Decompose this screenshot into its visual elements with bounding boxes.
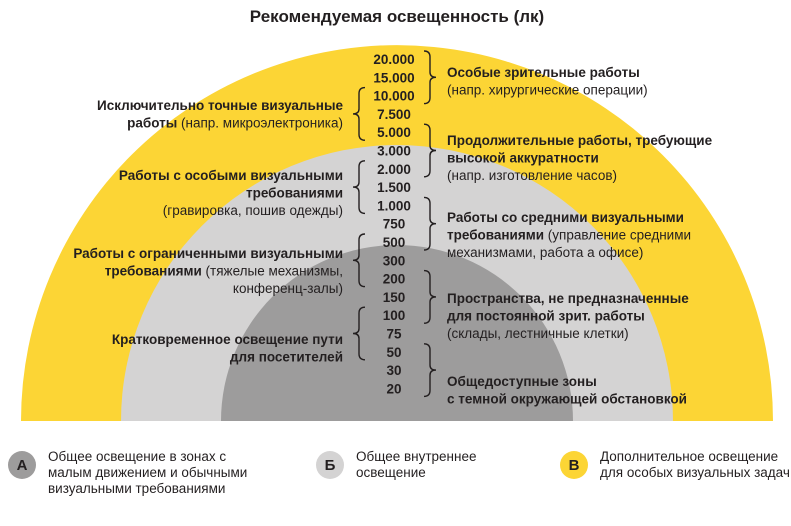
- right-label-line: [447, 291, 689, 306]
- label-bold: Исключительно точные визуальные: [96, 98, 343, 113]
- diagram-title: Рекомендуемая освещенность (лк): [249, 7, 545, 26]
- label-bold: Работы с ограниченными визуальными: [73, 246, 343, 261]
- label-bold: Продолжительные работы, требующие: [447, 133, 713, 148]
- left-label-line: [246, 186, 343, 201]
- right-label-line: [447, 326, 629, 341]
- lux-value: 1.500: [377, 180, 411, 196]
- label-normal: (напр. микроэлектроника): [177, 115, 343, 131]
- label-normal: (напр. изготовление часов): [447, 168, 618, 183]
- lux-value: 20: [386, 381, 402, 397]
- label-normal: (управление средними: [544, 227, 692, 243]
- legend-item-a: [8, 449, 253, 497]
- lux-value: 7.500: [377, 106, 411, 122]
- right-label-line: [447, 133, 713, 148]
- lux-value: 150: [382, 289, 406, 305]
- right-label-line: [447, 168, 617, 183]
- lux-value: 15.000: [373, 70, 415, 86]
- label-normal: механизмами, работа а офисе): [447, 245, 644, 260]
- label-bold: работы: [127, 115, 178, 131]
- legend-badge-c: В: [560, 451, 588, 479]
- legend-item-c: [560, 449, 790, 481]
- label-bold: Работы со средними визуальными: [447, 210, 684, 225]
- lux-value: 2.000: [377, 161, 411, 177]
- label-bold: требованиями: [245, 185, 343, 201]
- lux-value: 10.000: [373, 88, 415, 104]
- right-label-line: [447, 309, 645, 324]
- legend-text-a: Общее освещение в зонах с малым движением и обычными визуальными требованиями: [48, 449, 248, 496]
- label-bold: требованиями: [447, 227, 545, 243]
- label-bold: Особые зрительные работы: [447, 65, 640, 80]
- lux-value: 75: [386, 326, 402, 342]
- lux-value: 20.000: [373, 52, 415, 67]
- right-label-line: [447, 210, 684, 225]
- left-label-line: [119, 168, 343, 183]
- lux-value: 300: [382, 253, 406, 269]
- lux-value: 50: [386, 344, 402, 360]
- lux-value: 500: [382, 235, 406, 250]
- label-normal: (тяжелые механизмы,: [201, 263, 343, 279]
- right-label-line: [447, 374, 597, 389]
- label-bold: с темной окружающей обстановкой: [447, 391, 687, 407]
- left-label-line: [127, 116, 343, 131]
- label-normal: (гравировка, пошив одежды): [162, 203, 343, 218]
- left-label-line: [233, 281, 343, 296]
- label-bold: Пространства, не предназначенные: [447, 291, 689, 306]
- legend-text-c: Дополнительное освещение для особых визуальных задач: [600, 449, 790, 480]
- left-label-line: [73, 246, 343, 261]
- lux-value: 200: [382, 271, 406, 287]
- right-label-line: [447, 151, 599, 166]
- left-label-line: [230, 350, 343, 365]
- lux-value: 3.000: [377, 143, 411, 159]
- left-label-line: [163, 203, 343, 218]
- right-label-line: [447, 245, 643, 260]
- label-bold: Работы с особыми визуальными: [118, 168, 343, 183]
- label-bold: Кратковременное освещение пути: [111, 332, 343, 347]
- right-label-line: [447, 83, 648, 98]
- left-label-line: [112, 332, 343, 347]
- label-normal: (склады, лестничные клетки): [447, 326, 629, 341]
- lux-value: 5.000: [377, 125, 411, 141]
- lux-value: 1.000: [377, 198, 411, 214]
- legend-text-b: Общее внутреннее освещение: [356, 449, 477, 480]
- label-normal: конференц-залы): [232, 281, 343, 296]
- label-bold: высокой аккуратности: [447, 150, 599, 166]
- label-bold: требованиями: [104, 263, 202, 279]
- label-bold: для постоянной зрит. работы: [447, 308, 645, 324]
- right-label-line: [447, 392, 687, 407]
- legend-item-b: [316, 449, 526, 481]
- right-label-line: [447, 65, 640, 80]
- label-normal: (напр. хирургические операции): [447, 82, 648, 98]
- left-label-line: [105, 264, 343, 279]
- lux-value: 100: [382, 308, 406, 324]
- legend-badge-a: А: [8, 451, 36, 479]
- right-label-line: [447, 228, 691, 243]
- lux-value: 750: [382, 216, 406, 232]
- label-bold: для посетителей: [229, 349, 343, 365]
- label-bold: Общедоступные зоны: [447, 374, 597, 389]
- lux-value: 30: [386, 363, 402, 379]
- legend-badge-b: Б: [316, 451, 344, 479]
- left-label-line: [97, 98, 343, 113]
